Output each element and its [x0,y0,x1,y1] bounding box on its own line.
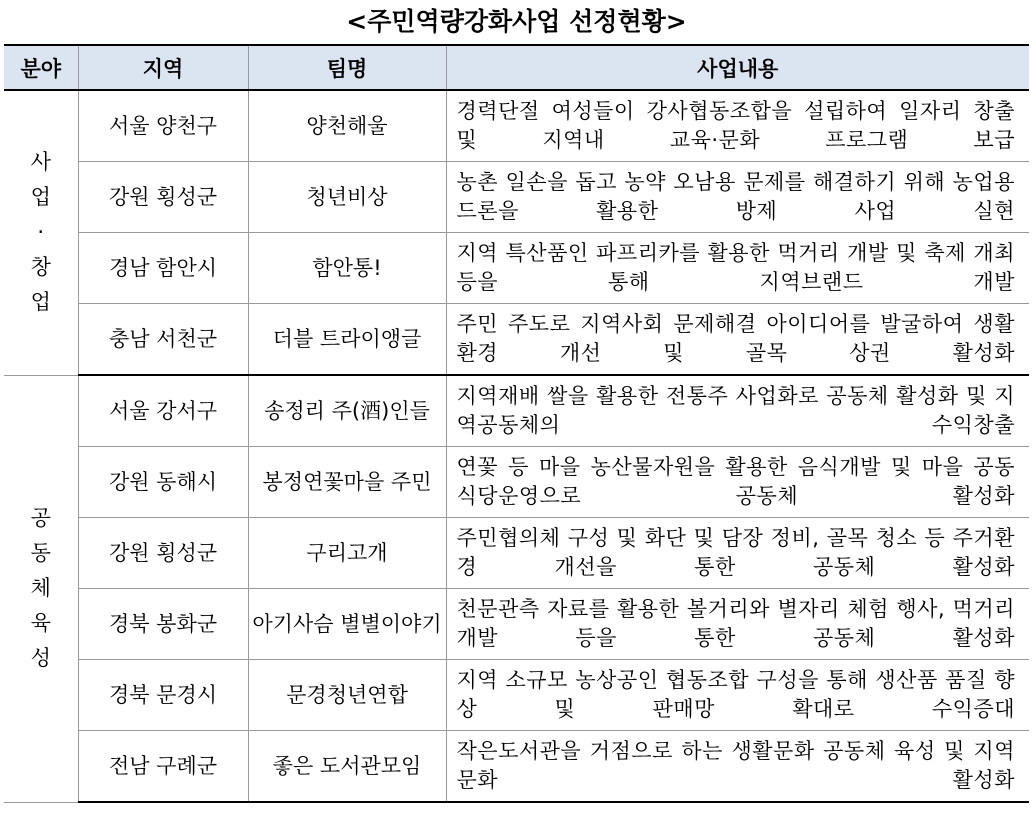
content-cell: 작은도서관을 거점으로 하는 생활문화 공동체 육성 및 지역문화 활성화 [446,731,1029,803]
region-cell: 전남 구례군 [78,731,248,803]
content-cell: 천문관측 자료를 활용한 볼거리와 별자리 체험 행사, 먹거리 개발 등을 통한 공동체 활성화 [446,589,1029,660]
table-row [4,90,1029,162]
region-cell: 강원 동해시 [78,447,248,518]
content-cell: 경력단절 여성들이 강사협동조합을 설립하여 일자리 창출 및 지역내 교육·문화 프로그램 보급 [446,90,1029,162]
team-cell: 함안통! [248,233,446,304]
region-cell: 경북 문경시 [78,660,248,731]
category-label: 공동체육성 [30,506,51,670]
content-cell: 주민협의체 구성 및 화단 및 담장 정비, 골목 청소 등 주거환경 개선을 통한 공동체 활성화 [446,518,1029,589]
header-region: 지역 [78,45,248,90]
table-row [4,589,1029,660]
table-row [4,731,1029,803]
table-row [4,660,1029,731]
team-cell: 좋은 도서관모임 [248,731,446,803]
content-cell: 지역 소규모 농상공인 협동조합 구성을 통해 생산품 품질 향상 및 판매망 확대로 수익증대 [446,660,1029,731]
content-cell: 농촌 일손을 돕고 농약 오남용 문제를 해결하기 위해 농업용 드론을 활용한 방제 사업 실현 [446,162,1029,233]
team-cell: 봉정연꽃마을 주민 [248,447,446,518]
header-team: 팀명 [248,45,446,90]
region-cell: 충남 서천군 [78,304,248,376]
table-row [4,447,1029,518]
team-cell: 구리고개 [248,518,446,589]
content-cell: 지역 특산품인 파프리카를 활용한 먹거리 개발 및 축제 개최 등을 통해 지역브랜드 개발 [446,233,1029,304]
table-row [4,162,1029,233]
team-cell: 송정리 주(酒)인들 [248,375,446,447]
team-cell: 청년비상 [248,162,446,233]
table-row [4,233,1029,304]
region-cell: 강원 횡성군 [78,162,248,233]
region-cell: 경북 봉화군 [78,589,248,660]
category-cell [4,90,78,375]
table-header-row [4,45,1029,90]
table-row [4,304,1029,376]
category-label: 사업·창업 [30,150,51,315]
region-cell: 강원 횡성군 [78,518,248,589]
content-cell: 지역재배 쌀을 활용한 전통주 사업화로 공동체 활성화 및 지역공동체의 수익창출 [446,375,1029,447]
header-content: 사업내용 [446,45,1029,90]
team-cell: 아기사슴 별별이야기 [248,589,446,660]
category-cell [4,375,78,802]
table-row [4,518,1029,589]
team-cell: 문경청년연합 [248,660,446,731]
table-row [4,375,1029,447]
region-cell: 서울 강서구 [78,375,248,447]
team-cell: 더블 트라이앵글 [248,304,446,376]
header-field: 분야 [4,45,78,90]
region-cell: 서울 양천구 [78,90,248,162]
selection-table [4,44,1029,803]
page-title: <주민역량강화사업 선정현황> [346,7,687,36]
team-cell: 양천해울 [248,90,446,162]
region-cell: 경남 함안시 [78,233,248,304]
content-cell: 연꽃 등 마을 농산물자원을 활용한 음식개발 및 마을 공동 식당운영으로 공동체 활성화 [446,447,1029,518]
table-body [4,90,1029,802]
content-cell: 주민 주도로 지역사회 문제해결 아이디어를 발굴하여 생활환경 개선 및 골목 상권 활성화 [446,304,1029,376]
